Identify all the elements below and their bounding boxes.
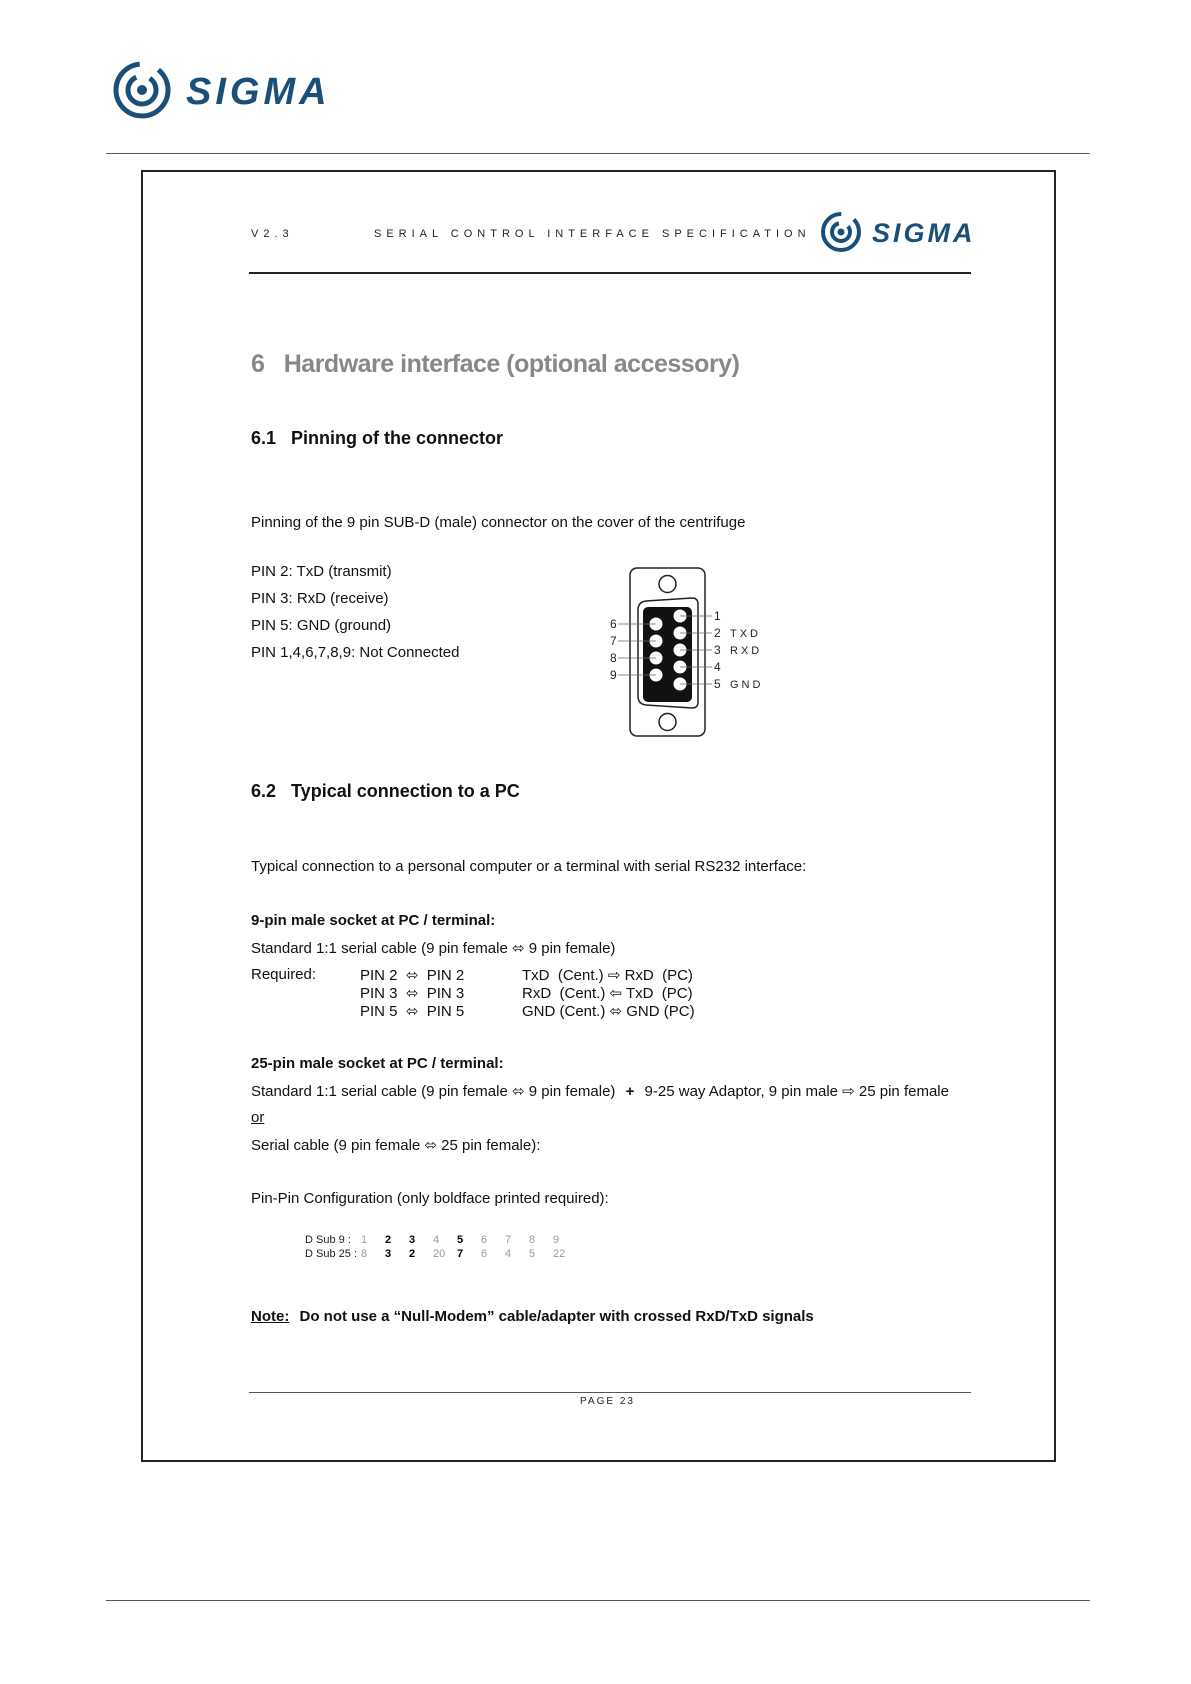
header-rule	[249, 272, 971, 274]
table-cell: 8	[529, 1234, 536, 1246]
nine-pin-heading: 9-pin male socket at PC / terminal:	[251, 912, 496, 929]
table-cell: 4	[505, 1248, 512, 1260]
pin-number-8: 8	[610, 651, 617, 665]
section-6-1-title: 6.1 Pinning of the connector	[251, 428, 504, 448]
required-label: Required:	[251, 966, 317, 983]
table-row	[305, 1247, 577, 1261]
pin-number-9: 9	[610, 668, 617, 682]
table-cell: 22	[553, 1248, 566, 1260]
section-6-2-intro: Typical connection to a personal computer or a terminal with serial RS232 interface:	[251, 858, 807, 875]
pin-number-6: 6	[610, 617, 617, 631]
txd-label: TXD	[730, 628, 761, 640]
pin-list-item: PIN 5: GND (ground)	[251, 617, 392, 634]
bottom-rule	[106, 1600, 1090, 1601]
or-label: or	[251, 1109, 265, 1126]
pin-number-2: 2	[714, 626, 721, 640]
row-label: D Sub 25 :	[305, 1248, 357, 1260]
table-cell: 6	[481, 1248, 488, 1260]
pin-number-5: 5	[714, 677, 721, 691]
connection-pin-pair: PIN 5 ⬄ PIN 5	[360, 1003, 465, 1020]
note	[251, 1308, 814, 1325]
page-number: PAGE 23	[580, 1396, 635, 1407]
cable-option-b: 9-25 way Adaptor, 9 pin male ⇨ 25 pin female	[644, 1083, 949, 1100]
pin-number-7: 7	[610, 634, 617, 648]
note-text: Do not use a “Null-Modem” cable/adapter with crossed RxD/TxD signals	[299, 1308, 814, 1325]
plus-sign: +	[625, 1083, 635, 1100]
sub-d-connector-diagram	[600, 562, 780, 742]
twentyfive-pin-line2: Serial cable (9 pin female ⬄ 25 pin female):	[251, 1137, 541, 1154]
pin-list-item: PIN 1,4,6,7,8,9: Not Connected	[251, 644, 460, 661]
table-cell: 20	[433, 1248, 446, 1260]
section-6-2-title: 6.2 Typical connection to a PC	[251, 781, 520, 801]
sigma-logo-top	[112, 60, 372, 120]
twentyfive-pin-line1	[251, 1082, 949, 1100]
connection-signal: TxD (Cent.) ⇨ RxD (PC)	[522, 967, 693, 984]
table-cell: 9	[553, 1234, 560, 1246]
section-6-title: 6 Hardware interface (optional accessory)	[251, 350, 740, 378]
top-rule	[106, 153, 1090, 154]
pin-list-item: PIN 3: RxD (receive)	[251, 590, 389, 607]
connection-pin-pair: PIN 3 ⬄ PIN 3	[360, 985, 465, 1002]
table-cell: 4	[433, 1234, 440, 1246]
table-cell: 5	[457, 1234, 464, 1246]
section-6-1-intro: Pinning of the 9 pin SUB-D (male) connector on the cover of the centrifuge	[251, 514, 746, 531]
version-label: V2.3	[251, 228, 294, 240]
table-cell: 1	[361, 1234, 368, 1246]
sigma-logo-inner	[820, 210, 1020, 254]
pin-list-item: PIN 2: TxD (transmit)	[251, 563, 392, 580]
table-row	[305, 1233, 577, 1247]
note-label: Note:	[251, 1308, 290, 1325]
doc-title: SERIAL CONTROL INTERFACE SPECIFICATION	[374, 228, 811, 240]
table-cell: 6	[481, 1234, 488, 1246]
row-label: D Sub 9 :	[305, 1234, 351, 1246]
pin-config-label: Pin-Pin Configuration (only boldface printed required):	[251, 1190, 609, 1207]
table-cell: 3	[409, 1234, 416, 1246]
connection-signal: GND (Cent.) ⬄ GND (PC)	[522, 1003, 695, 1020]
pin-pin-table	[305, 1233, 577, 1261]
table-cell: 7	[457, 1248, 464, 1260]
table-cell: 8	[361, 1248, 368, 1260]
table-cell: 2	[385, 1234, 392, 1246]
pin-number-4: 4	[714, 660, 721, 674]
table-cell: 7	[505, 1234, 512, 1246]
table-cell: 5	[529, 1248, 536, 1260]
connection-signal: RxD (Cent.) ⇦ TxD (PC)	[522, 985, 693, 1002]
footer-rule	[249, 1392, 971, 1393]
cable-option-a: Standard 1:1 serial cable (9 pin female ⬄ 9 pin female)	[251, 1083, 616, 1100]
twentyfive-pin-heading: 25-pin male socket at PC / terminal:	[251, 1055, 504, 1072]
nine-pin-cable: Standard 1:1 serial cable (9 pin female ⬄ 9 pin female)	[251, 940, 616, 957]
gnd-label: GND	[730, 679, 764, 691]
connection-pin-pair: PIN 2 ⬄ PIN 2	[360, 967, 465, 984]
pin-number-3: 3	[714, 643, 721, 657]
pin-number-1: 1	[714, 609, 721, 623]
logo-text-inner: SIGMA	[872, 218, 976, 248]
table-cell: 2	[409, 1248, 416, 1260]
table-cell: 3	[385, 1248, 392, 1260]
rxd-label: RXD	[730, 645, 763, 657]
logo-text: SIGMA	[186, 71, 331, 113]
